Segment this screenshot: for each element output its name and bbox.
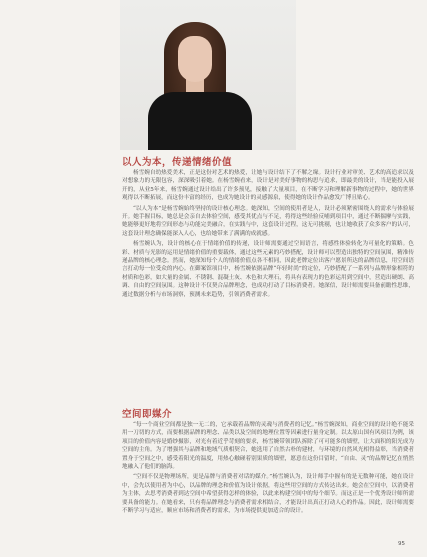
section-space-as-medium [122, 408, 414, 517]
paragraph: 杨雪婉自幼热爱美术，正是这份对艺术的热爱，让她与设计结下了不解之缘。设计行业对审美、艺术的高追求以及对想象力的无限包容，深深吸引着她。在杨雪婉看来，设计是对美好事物的构思与追求，即最美的设计，当是能投入展开的，从业5年来，杨雪婉通过设计给出了许多预见，接触了大量项目，在不断学习和理解新事物的过程中，她的世界观得以不断拓展，而这份丰富的经历，也成为她设计的灵感源泉，使得她的设计作品愈发广博且贴心。 [122, 170, 414, 202]
portrait-coat [148, 92, 252, 150]
paragraph: “每一个商业空间都是独一无二的，它承载着品牌的灵魂与消费者的记忆。”杨雪婉深知，商业空间的设计绝不能采用一刀切的方式，而要根据品牌的理念、品类以及空间的地理位置等因素进行量身定制。以太原山国有风项目为例，该项目的价值内容是婚纱摄影，对光有着近乎苛刻的要求，杨雪婉带领团队拆除了可可能多的墙壁，让大面积的阳光成为空间的主角。为了增强其与品牌和地域气质相契合，她选用了自然古朴的建材，与环境的自然风光相得益彰，当消费者置身于空间之中，感受着阳光的温度，用热心触碰着别果质的墙壁，愿意在这份目留时，“自由、灵”的品牌记忆在悄然地融入了他们的脑海。 [122, 422, 414, 471]
section-people-oriented [122, 156, 414, 301]
paragraph: 杨雪婉认为，设计的核心在于情绪价值的传递，设计师需要通过空间语言，将感性体验转化为可量化的策略。色彩、材质与光影的运用是情绪价值的重要载体，通过这些元素的巧妙搭配，设计师可以塑造出独特的空间氛围，精准传递品牌的核心理念。然而，她深知每个人的情绪价值点各不相同，因此老牌定位出客户愿景所达的品牌信息，用空间语言打动每一位受众的内心。在御案馆项目中，杨雪婉依据品牌“年轻时尚”的定位，巧妙搭配了一系列与品牌形象相符的材质和色彩，如大量的金属、不锈钢、混凝土灰、木色和大理石，将具有表现力的色彩运用到空间中，营造出硬朗、高调、自由的空间氛围。这种设计不仅契合品牌理念，也成功打动了目标消费者。她深信，设计师需要具备前瞻性思维，通过数据分析与市场洞察，预测未来趋势，引领消费者需求。 [122, 241, 414, 298]
page-number: 95 [398, 541, 405, 547]
section-heading: 空间即媒介 [122, 409, 173, 420]
portrait-face [178, 36, 212, 82]
paragraph: “以人为本”是杨雪婉始终坚持的设计核心理念。她深知，空间的使用者是人，设计必须紧密围绕人的需求与体验展开。她手握目标，她总是会亲自去体验空间，感受其优点与不足，将得这些经验反哺到项目中，通过不断揣摩与实践，她能够更好地将空间形态与功能完美融合，在实践与中，这套设计过程，这无可挑剔，也让她收获了众多客户的认可，这套设计理念确保能深入人心，也给她带来了满满的成就感。 [122, 205, 414, 237]
paragraph: “空间不仅是物理场所，更是品牌与消费者对话的媒介。”杨雪婉认为，设计师手中握有的是无数种可能，她在设计中，会先以使用者为中心，以品牌的理念和价值为设计依据，将这些用空间的方式传达出来。她会在空间中，以消费者为主体，去思考消费者到达空间中希望获得怎样的体验，以此来构建空间中的每个细节。而这正是一个优秀设计师所需要具备的能力。在她看来，只有将品牌理念与消费者需求相结合，才能设计出真正打动人心的作品。因此，设计师需要不断学习与适应，顺应市场和消费者的需求，为市场提供更加适合的设计。 [122, 474, 414, 515]
portrait-photo [120, 0, 296, 150]
section-heading: 以人为本，传递情绪价值 [122, 157, 233, 168]
